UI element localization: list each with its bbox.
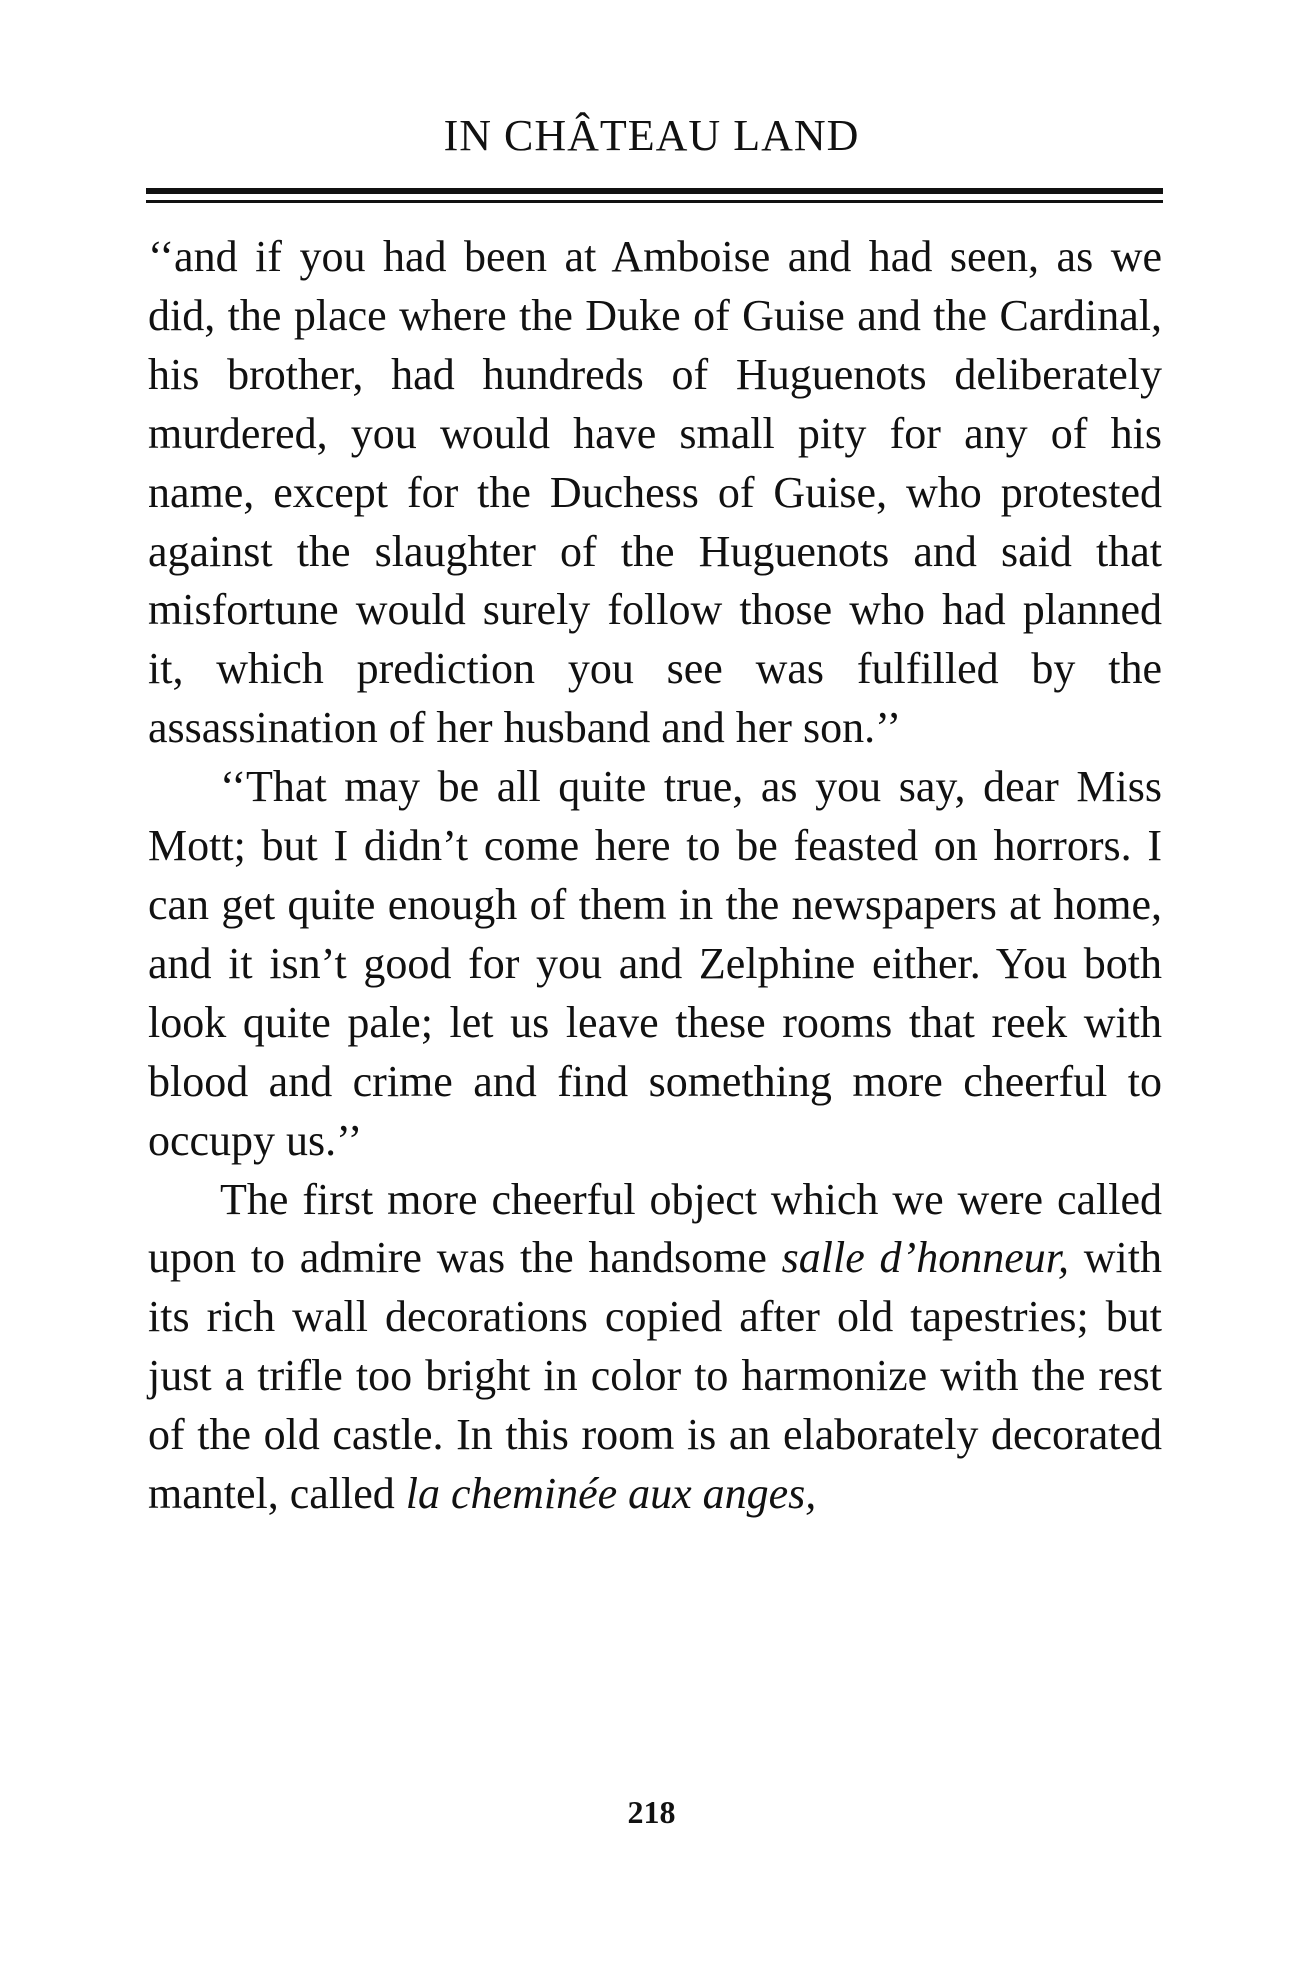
paragraph-3 <box>148 1171 1162 1524</box>
running-title: IN CHÂTEAU LAND <box>443 111 860 160</box>
paragraph-2: ‘‘That may be all quite true, as you say, dear Miss Mott; but I didn’t come here to be feasted on horrors. I can get quite enough of them in the newspapers at home, and it isn’t good for you and Zelphine either. You both look quite pale; let us leave these rooms that reek with blood and crime and find something more cheerful to occupy us.’’ <box>148 762 1162 1165</box>
paragraph-1: ‘‘and if you had been at Amboise and had seen, as we did, the place where the Duke of Guise and the Cardinal, his brother, had hundreds of Huguenots deliberately murdered, you would have small pity for any of his name, except for the Duchess of Guise, who protested against the slaughter of the Huguenots and said that misfortune would surely follow those who had planned it, which prediction you see was fulfilled by the assassination of her husband and her son.’’ <box>148 232 1162 753</box>
paragraph-3-text-a: The first more cheerful object which we were called upon to admire was the handsome <box>148 1174 1162 1283</box>
italic-cheminee-aux-anges: la cheminée aux anges, <box>405 1469 817 1519</box>
header-rule-thin <box>146 200 1163 203</box>
header-rule-thick <box>146 188 1163 194</box>
italic-salle-dhonneur: salle d’honneur, <box>781 1233 1069 1283</box>
paragraph-3-text-b: with its rich wall decorations copied after old tapestries; but just a trifle too bright in color to harmonize with the rest of the old castle. In this room is an elaborately decorated mantel, called <box>148 1233 1162 1519</box>
page-number: 218 <box>627 1794 676 1830</box>
body-text <box>148 228 1162 1524</box>
